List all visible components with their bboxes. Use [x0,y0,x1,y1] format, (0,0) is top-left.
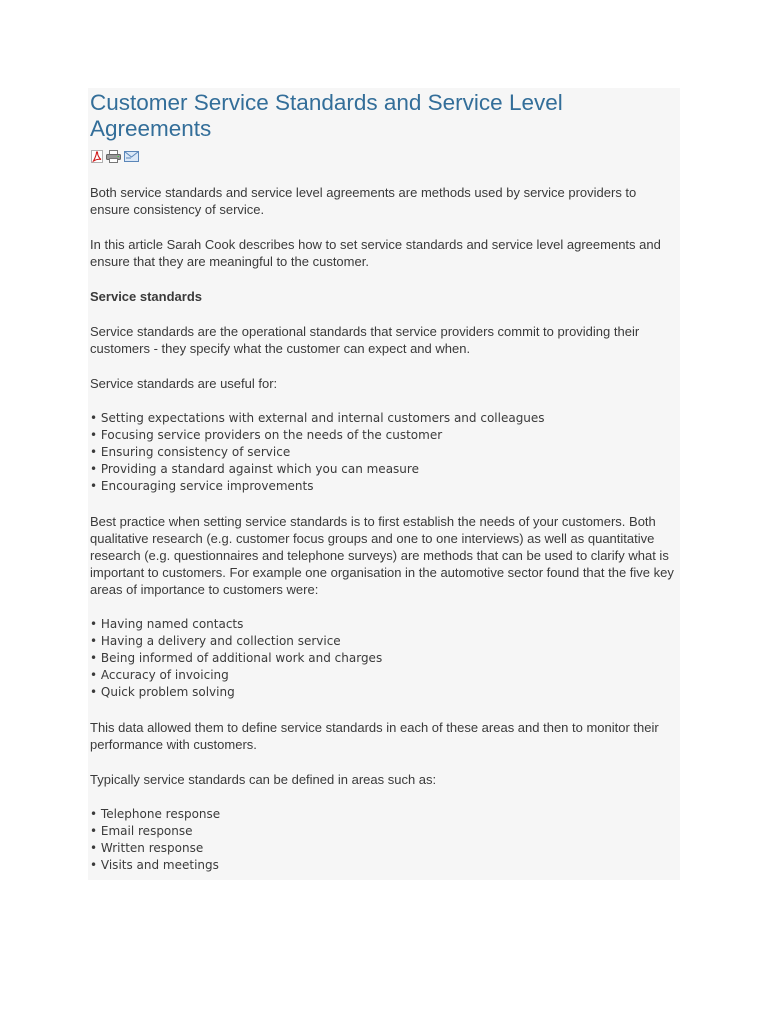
list-item: • Written response [90,840,678,857]
intro-paragraph: Both service standards and service level agreements are methods used by service providers to ensure consistency of service. [90,185,637,217]
list-item: • Email response [90,823,678,840]
article-title: Customer Service Standards and Service Level Agreements [90,90,563,141]
key-areas-list [90,616,678,701]
list-item: • Providing a standard against which you can measure [90,461,678,478]
list-item: • Visits and meetings [90,857,678,874]
areas-list [90,806,678,874]
list-item: • Being informed of additional work and charges [90,650,678,667]
print-icon[interactable] [106,150,121,163]
definition-paragraph: Service standards are the operational standards that service providers commit to providing their customers - they specify what the customer can expect and when. [90,324,640,356]
useful-for-paragraph: Service standards are useful for: [90,376,278,391]
list-item: • Having a delivery and collection service [90,633,678,650]
best-practice-paragraph: Best practice when setting service standards is to first establish the needs of your customers. Both qualitative research (e.g. customer focus groups and one to one interviews) as well as quantitative research (e.g. questionnaires and telephone surveys) are methods that can be used to clarify what is important to customers. For example one organisation in the automotive sector found that the five key areas of importance to customers were: [90,514,674,597]
article-body [88,184,680,874]
list-item: • Encouraging service improvements [90,478,678,495]
section-heading: Service standards [90,289,203,304]
list-item: • Having named contacts [90,616,678,633]
useful-for-list [90,410,678,495]
email-icon[interactable] [124,151,139,162]
list-item: • Accuracy of invoicing [90,667,678,684]
document-tools [91,148,680,164]
list-item: • Ensuring consistency of service [90,444,678,461]
typically-paragraph: Typically service standards can be defined in areas such as: [90,772,437,787]
list-item: • Quick problem solving [90,684,678,701]
list-item: • Focusing service providers on the needs of the customer [90,427,678,444]
pdf-icon[interactable] [91,150,103,163]
author-paragraph: In this article Sarah Cook describes how to set service standards and service level agreements and ensure that they are meaningful to the customer. [90,237,661,269]
article-panel [88,88,680,880]
list-item: • Telephone response [90,806,678,823]
data-allowed-paragraph: This data allowed them to define service standards in each of these areas and then to monitor their performance with customers. [90,720,659,752]
list-item: • Setting expectations with external and internal customers and colleagues [90,410,678,427]
